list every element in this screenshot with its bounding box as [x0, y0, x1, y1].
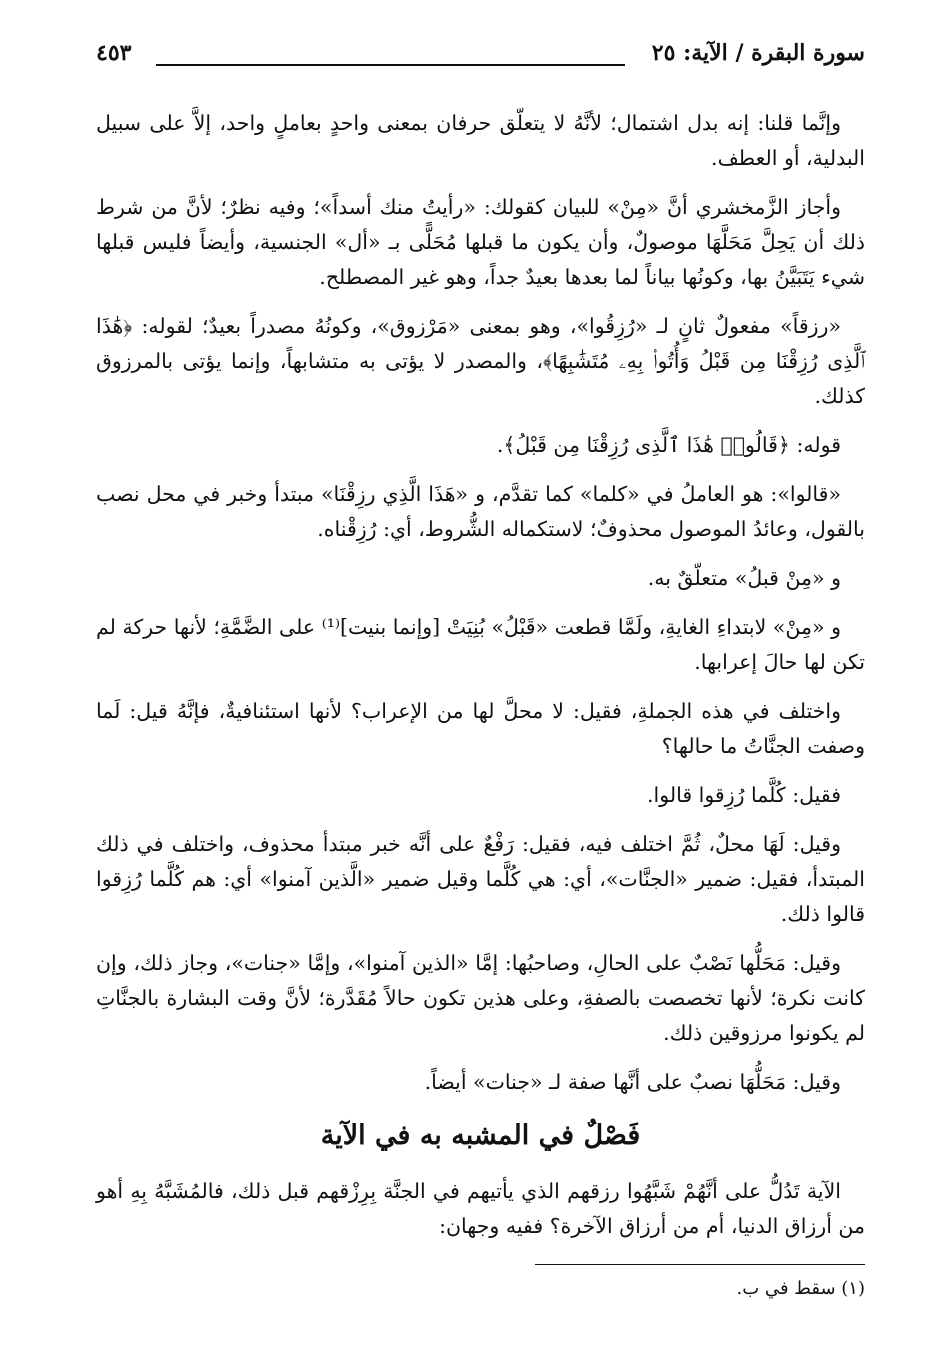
header-rule: [156, 64, 625, 66]
paragraph: الآية تَدُلُّ على أنَّهُمْ شَبَّهُوا رزقهم الذي يأتيهم في الجنَّة بِرِزْقهم قبل ذلك، فالمُشَبَّهُ بِهِ أهو من أرزاق الدنيا، أم من أرزاق الآخرة؟ ففيه وجهان:: [96, 1179, 865, 1238]
paragraph: فقيل: كُلَّما رُزِقوا قالوا.: [647, 783, 841, 807]
paragraph: «قالوا»: هو العاملُ في «كلما» كما تقدَّم، و «هَذَا الَّذِي رزِقْنَا» مبتدأ وخبر في محل نصب بالقول، وعائدُ الموصول محذوفٌ؛ لاستكماله الشُّروط، أي: رُزِقْناه.: [96, 482, 865, 541]
paragraph: وقيل: مَحَلُّها نَصْبٌ على الحالِ، وصاحبُها: إمَّا «الذين آمنوا»، وإمَّا «جنات»، وجاز ذلك، وإن كانت نكرة؛ لأنها تخصصت بالصفةِ، وعلى هذين تكون حالاً مُقَدَّرة؛ لأنَّ وقت البشارة بالجنَّاتِ لم يكونوا مرزوقين ذلك.: [96, 951, 865, 1045]
paragraph: واختلف في هذه الجملةِ، فقيل: لا محلَّ لها من الإعراب؟ لأنها استئنافيةٌ، فإنَّهُ قيل: لَما وصفت الجنَّاتُ ما حالها؟: [96, 699, 865, 758]
paragraph: و «مِنْ» لابتداءِ الغايةِ، ولَمَّا قطعت «قَبْلُ» بُنِيَتْ [وإنما بنيت]⁽¹⁾ على الضَّمَّةِ؛ لأنها حركة لم تكن لها حالَ إعرابها.: [96, 615, 865, 674]
footnote: (١) سقط في ب.: [736, 1278, 865, 1299]
paragraph: و «مِنْ قبلُ» متعلّقٌ به.: [647, 566, 841, 590]
page-number: ٤٥٣: [96, 40, 132, 66]
section-heading: فَصْلٌ في المشبه به في الآية: [320, 1120, 641, 1151]
paragraph: وقيل: لَهَا محلٌ، ثُمَّ اختلف فيه، فقيل: رَفْعٌ على أنَّه خبر مبتدأ محذوف، واختلف في ذلك المبتدأ، فقيل: ضمير «الجنَّات»، أي: هي كُلَّما وقيل ضمير «الَّذين آمنوا» أي: هم كُلَّما رُزِقوا قالوا ذلك.: [96, 832, 865, 926]
page-body: [96, 106, 865, 1258]
running-title: سورة البقرة / الآية: ٢٥: [651, 40, 865, 66]
paragraph: «رزقاً» مفعولٌ ثانٍ لـ «رُزِقُوا»، وهو بمعنى «مَرْزوق»، وكونُهُ مصدراً بعيدٌ؛ لقوله: ﴿هَٰذَا ٱلَّذِى رُزِقْنَا مِن قَبْلُ وَأُتُوا۟ بِهِۦ مُتَشَٰبِهًا﴾، والمصدر لا يؤتى به متشابهاً، وإنما يؤتى بالمرزوق كذلك.: [96, 314, 865, 408]
paragraph: وقيل: مَحَلُّهَا نصبٌ على أنَّها صفة لـ «جنات» أيضاً.: [424, 1070, 841, 1094]
paragraph: وأجاز الزَّمخشري أنَّ «مِنْ» للبيان كقولك: «رأيتُ منك أسداً»؛ وفيه نظرٌ؛ لأنَّ من شرط ذلك أن يَحِلَّ مَحَلَّهَا موصولٌ، وأن يكون ما قبلها مُحَلًّى بـ «أل» الجنسية، وأيضاً فليس قبلها شيء يَتَبَيَّنُ بها، وكونُها بياناً لما بعدها بعيدٌ جداً، وهو غير المصطلح.: [96, 195, 865, 289]
paragraph: وإنَّما قلنا: إنه بدل اشتمال؛ لأنَّهُ لا يتعلّق حرفان بمعنى واحدٍ بعاملٍ واحد، إلاَّ على سبيل البدلية، أو العطف.: [96, 111, 865, 170]
page-header: [96, 40, 865, 76]
footnote-rule: [535, 1264, 865, 1265]
paragraph: قوله: ﴿قَالُوا۟ هَٰذَا ٱلَّذِى رُزِقْنَا مِن قَبْلُ﴾.: [496, 433, 841, 457]
